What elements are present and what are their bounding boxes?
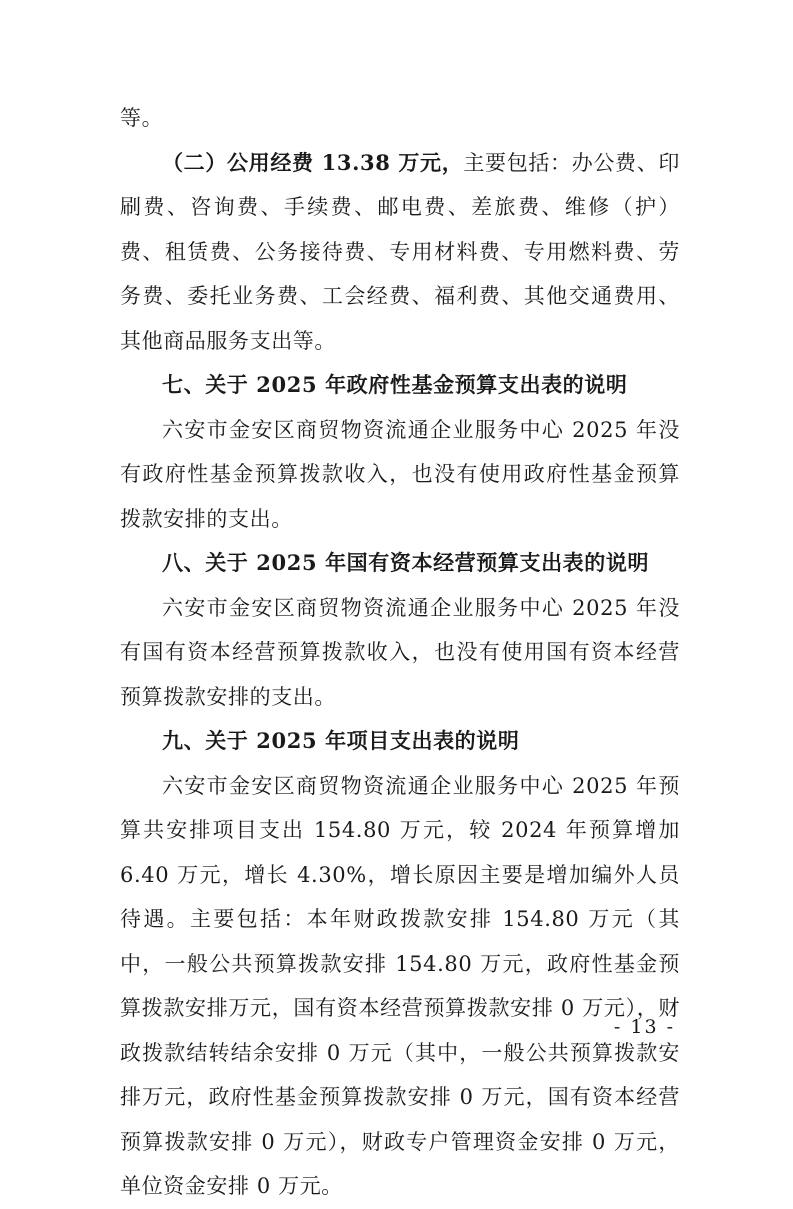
section-heading-7: 七、关于 2025 年政府性基金预算支出表的说明	[162, 372, 628, 397]
public-expenses-detail: 主要包括：办公费、印刷费、咨询费、手续费、邮电费、差旅费、维修（护）费、租赁费、公务接待费、专用材料费、专用燃料费、劳务费、委托业务费、工会经费、福利费、其他交通费用、其他商品服务支出等。	[120, 150, 680, 353]
section-body-7: 六安市金安区商贸物资流通企业服务中心 2025 年没有政府性基金预算拨款收入，也没有使用政府性基金预算拨款安排的支出。	[120, 417, 680, 531]
page-number: - 13 -	[613, 1016, 675, 1038]
paragraph-continuation: 等。	[120, 106, 164, 130]
section-heading-8: 八、关于 2025 年国有资本经营预算支出表的说明	[162, 550, 650, 575]
section-heading-9: 九、关于 2025 年项目支出表的说明	[162, 728, 520, 753]
paragraph-public-expenses	[120, 141, 680, 364]
section-body-9: 六安市金安区商贸物资流通企业服务中心 2025 年预算共安排项目支出 154.80 万元，较 2024 年预算增加 6.40 万元，增长 4.30%，增长原因主要是增加编外人员待遇。主要包括：本年财政拨款安排 154.80 万元（其中，一般公共预算拨款安排 154.80 万元，政府性基金预算拨款安排万元，国有资本经营预算拨款安排 0 万元），财政拨款结转结余安排 0 万元（其中，一般公共预算拨款安排万元，政府性基金预算拨款安排 0 万元，国有资本经营预算拨款安排 0 万元），财政专户管理资金安排 0 万元，单位资金安排 0 万元。	[120, 773, 680, 1198]
public-expenses-lead: （二）公用经费 13.38 万元，	[162, 149, 464, 175]
section-body-8: 六安市金安区商贸物资流通企业服务中心 2025 年没有国有资本经营预算拨款收入，也没有使用国有资本经营预算拨款安排的支出。	[120, 595, 680, 709]
body-text	[120, 96, 680, 1209]
